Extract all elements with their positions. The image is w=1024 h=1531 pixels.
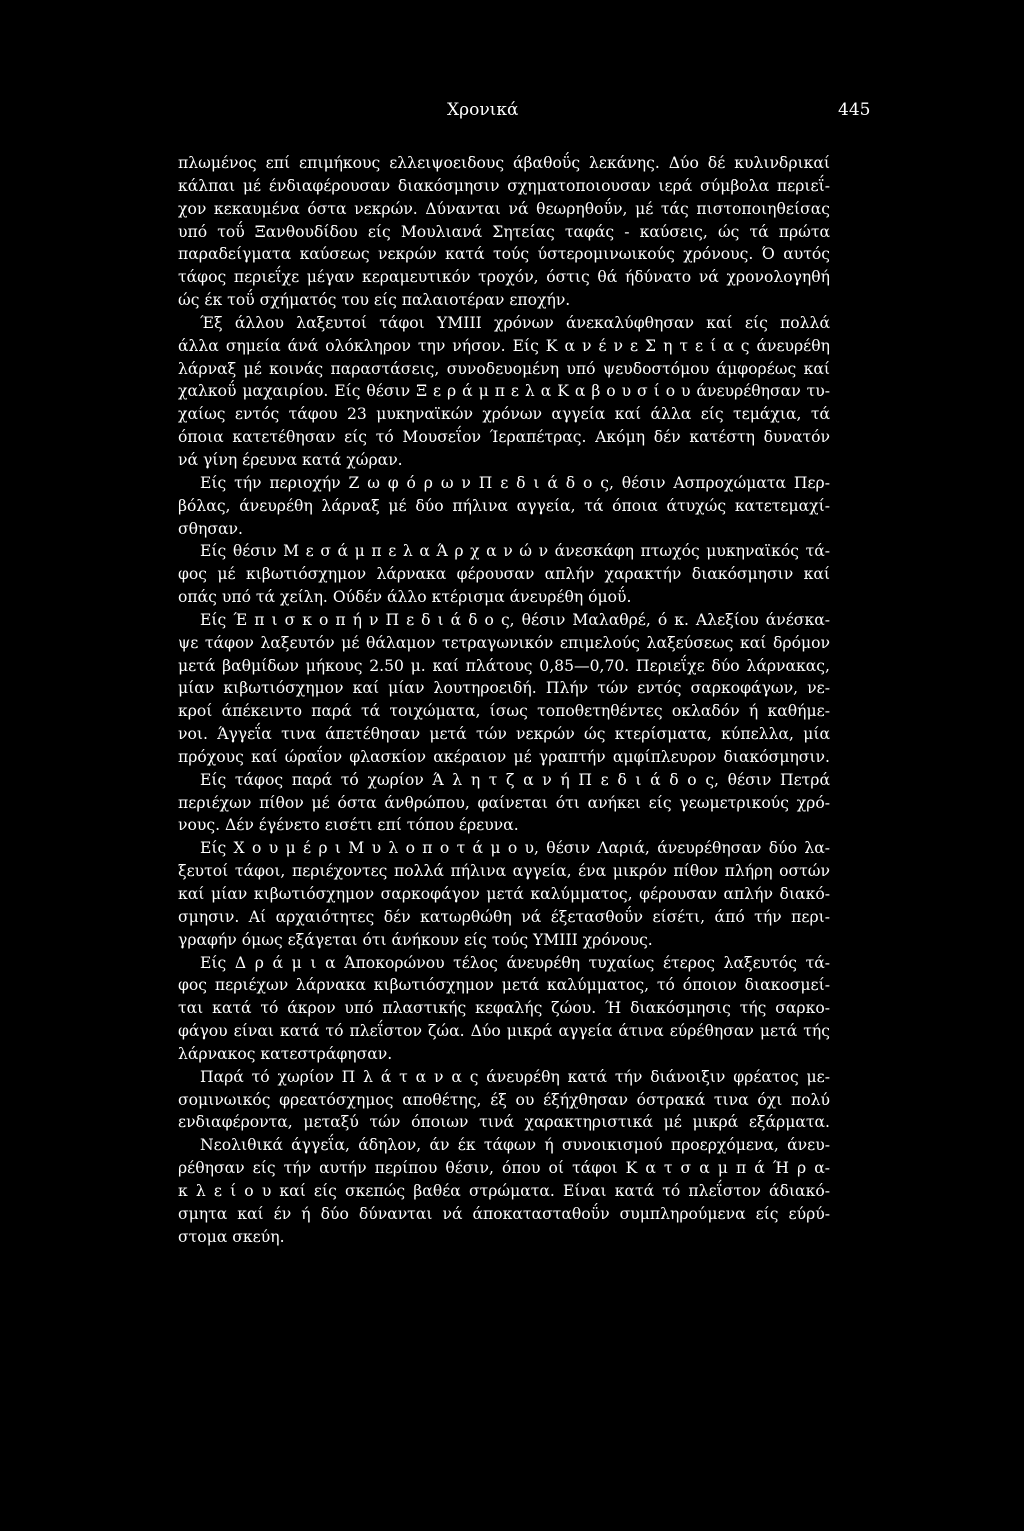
text-line: άλλα σημεία άνά ολόκληρον την νήσον. Είς Κ α ν έ ν ε Σ η τ ε ί α ς άνευρέθη (178, 336, 830, 355)
text-line: φος μέ κιβωτιόσχημον λάρνακα φέρουσαν απλήν χαρακτήν διακόσμησιν καί (178, 565, 830, 584)
text-line: κροί άπέκειντο παρά τά τοιχώματα, ίσως τοποθετηθέντες οκλαδόν ή καθήμε- (178, 702, 830, 721)
text-line: Είς τάφος παρά τό χωρίον Ά λ η τ ζ α ν ή Π ε δ ι ά δ ο ς, θέσιν Πετρά (200, 770, 830, 789)
text-line: λάρνακος κατεστράφησαν. (178, 1044, 393, 1063)
text-line: πλωμένος επί επιμήκους ελλειψοειδους άβαθοΰς λεκάνης. Δύο δέ κυλινδρικαί (178, 154, 830, 172)
page-number: 445 (838, 100, 871, 120)
text-line: ώς έκ τοΰ σχήματός του είς παλαιοτέραν εποχήν. (178, 291, 571, 310)
text-line: σθησαν. (178, 519, 243, 538)
text-line: υπό τοΰ Ξανθουδίδου είς Μουλιανά Σητείας ταφάς - καύσεις, ώς τά πρώτα (178, 222, 830, 241)
text-line: βόλας, άνευρέθη λάρναξ μέ δύο πήλινα αγγεία, τά όποια άτυχώς κατετεμαχί- (178, 496, 830, 515)
text-line: μετά βαθμίδων μήκους 2.50 μ. καί πλάτους 0,85—0,70. Περιεΐχε δύο λάρνακας, (178, 656, 830, 675)
text-line: Παρά τό χωρίον Π λ ά τ α ν α ς άνευρέθη κατά τήν διάνοιξιν φρέατος με- (200, 1067, 830, 1086)
text-line: κάλπαι μέ ένδιαφέρουσαν διακόσμησιν σχηματοποιουσαν ιερά σύμβολα περιεΐ- (178, 176, 830, 195)
text-line: τάφος περιεΐχε μέγαν κεραμευτικόν τροχόν, όστις θά ήδύνατο νά χρονολογηθή (178, 268, 830, 287)
body-text (178, 152, 830, 1249)
text-line: σμησιν. Αί αρχαιότητες δέν κατωρθώθη νά έξετασθοΰν είσέτι, άπό τήν περι- (178, 907, 830, 926)
text-line: Είς Δ ρ ά μ ι α Άποκορώνου τέλος άνευρέθη τυχαίως έτερος λαξευτός τά- (200, 953, 830, 972)
text-line: Είς θέσιν Μ ε σ ά μ π ε λ α Ά ρ χ α ν ώ ν άνεσκάφη πτωχός μυκηναϊκός τά- (200, 542, 830, 561)
text-line: στομα σκεύη. (178, 1227, 285, 1246)
text-line: Είς Έ π ι σ κ ο π ή ν Π ε δ ι ά δ ο ς, θέσιν Μαλαθρέ, ό κ. Αλεξίου άνέσκα- (200, 610, 830, 629)
text-line: ψε τάφον λαξευτόν μέ θάλαμον τετραγωνικόν επιμελούς λαξεύσεως καί δρόμον (178, 633, 830, 652)
text-line: χαίως εντός τάφου 23 μυκηναϊκών χρόνων αγγεία καί άλλα είς τεμάχια, τά (178, 405, 830, 424)
running-title: Χρονικά (447, 100, 519, 120)
page-header (0, 100, 1024, 130)
text-line: νοι. Άγγεΐα τινα άπετέθησαν μετά τών νεκρών ώς κτερίσματα, κύπελλα, μία (178, 725, 830, 744)
text-line: περιέχων πίθον μέ όστα άνθρώπου, φαίνεται ότι ανήκει είς γεωμετρικούς χρό- (178, 793, 830, 812)
text-line: φος περιέχων λάρνακα κιβωτιόσχημον μετά καλύμματος, τό όποιον διακοσμεί- (178, 976, 830, 995)
text-line: Έξ άλλου λαξευτοί τάφοι ΥΜΙΙΙ χρόνων άνεκαλύφθησαν καί είς πολλά (200, 313, 830, 332)
text-line: φάγου είναι κατά τό πλεΐστον ζώα. Δύο μικρά αγγεία άτινα εύρέθησαν μετά τής (178, 1022, 830, 1041)
text-line: ξευτοί τάφοι, περιέχοντες πολλά πήλινα αγγεία, ένα μικρόν πίθον πλήρη οστών (178, 862, 830, 881)
text-line: οπάς υπό τά χείλη. Ούδέν άλλο κτέρισμα άνευρέθη όμοΰ. (178, 588, 632, 607)
text-line: ενδιαφέροντα, μεταξύ τών όποιων τινά χαρακτηριστικά μέ μικρά εξάρματα. (178, 1113, 830, 1132)
text-line: Είς Χ ο υ μ έ ρ ι Μ υ λ ο π ο τ ά μ ο υ, θέσιν Λαριά, άνευρέθησαν δύο λα- (200, 839, 830, 858)
text-line: νους. Δέν έγένετο εισέτι επί τόπου έρευνα. (178, 816, 519, 835)
text-line: σμητα καί έν ή δύο δύνανται νά άποκατασταθοΰν συμπληρούμενα είς εύρύ- (178, 1204, 830, 1223)
text-line: παραδείγματα καύσεως νεκρών κατά τούς ύστερομινωικούς χρόνους. Ό αυτός (178, 245, 830, 264)
text-line: ρέθησαν είς τήν αυτήν περίπου θέσιν, όπου οί τάφοι Κ α τ σ α μ π ά Ή ρ α- (178, 1159, 830, 1178)
text-line: όποια κατετέθησαν είς τό Μουσεΐον Ίεραπέτρας. Ακόμη δέν κατέστη δυνατόν (178, 428, 830, 447)
text-line: καί μίαν κιβωτιόσχημον σαρκοφάγον μετά καλύμματος, φέρουσαν απλήν διακό- (178, 885, 830, 903)
text-line: κ λ ε ί ο υ καί είς σκεπώς βαθέα στρώματα. Είναι κατά τό πλεΐστον άδιακό- (178, 1181, 830, 1200)
text-line: χαλκοΰ μαχαιρίου. Είς θέσιν Ξ ε ρ ά μ π ε λ α Κ α β ο υ σ ί ο υ άνευρέθησαν τυ- (178, 382, 830, 401)
text-line: μίαν κιβωτιόσχημον καί μίαν λουτηροειδή. Πλήν τών εντός σαρκοφάγων, νε- (178, 679, 830, 698)
text-line: πρόχους καί ώραΐον φλασκίον ακέραιον μέ γραπτήν αμφίπλευρον διακόσμησιν. (178, 747, 830, 766)
text-line: χον κεκαυμένα όστα νεκρών. Δύνανται νά θεωρηθοΰν, μέ τάς πιστοποιηθείσας (178, 199, 830, 218)
text-line: ται κατά τό άκρον υπό πλαστικής κεφαλής ζώου. Ή διακόσμησις τής σαρκο- (178, 999, 830, 1018)
text-line: λάρναξ μέ κοινάς παραστάσεις, συνοδευομένη υπό ψευδοστόμου άμφορέως καί (178, 359, 830, 378)
text-line: Είς τήν περιοχήν Ζ ω φ ό ρ ω ν Π ε δ ι ά δ ο ς, θέσιν Ασπροχώματα Περ- (200, 473, 830, 492)
text-line: σομινωικός φρεατόσχημος αποθέτης, έξ ου έξήχθησαν όστρακά τινα όχι πολύ (178, 1090, 830, 1109)
text-line: Νεολιθικά άγγεΐα, άδηλον, άν έκ τάφων ή συνοικισμού προερχόμενα, άνευ- (200, 1136, 830, 1155)
text-line: γραφήν όμως εξάγεται ότι άνήκουν είς τούς ΥΜΙΙΙ χρόνους. (178, 930, 653, 949)
text-line: νά γίνη έρευνα κατά χώραν. (178, 450, 403, 469)
